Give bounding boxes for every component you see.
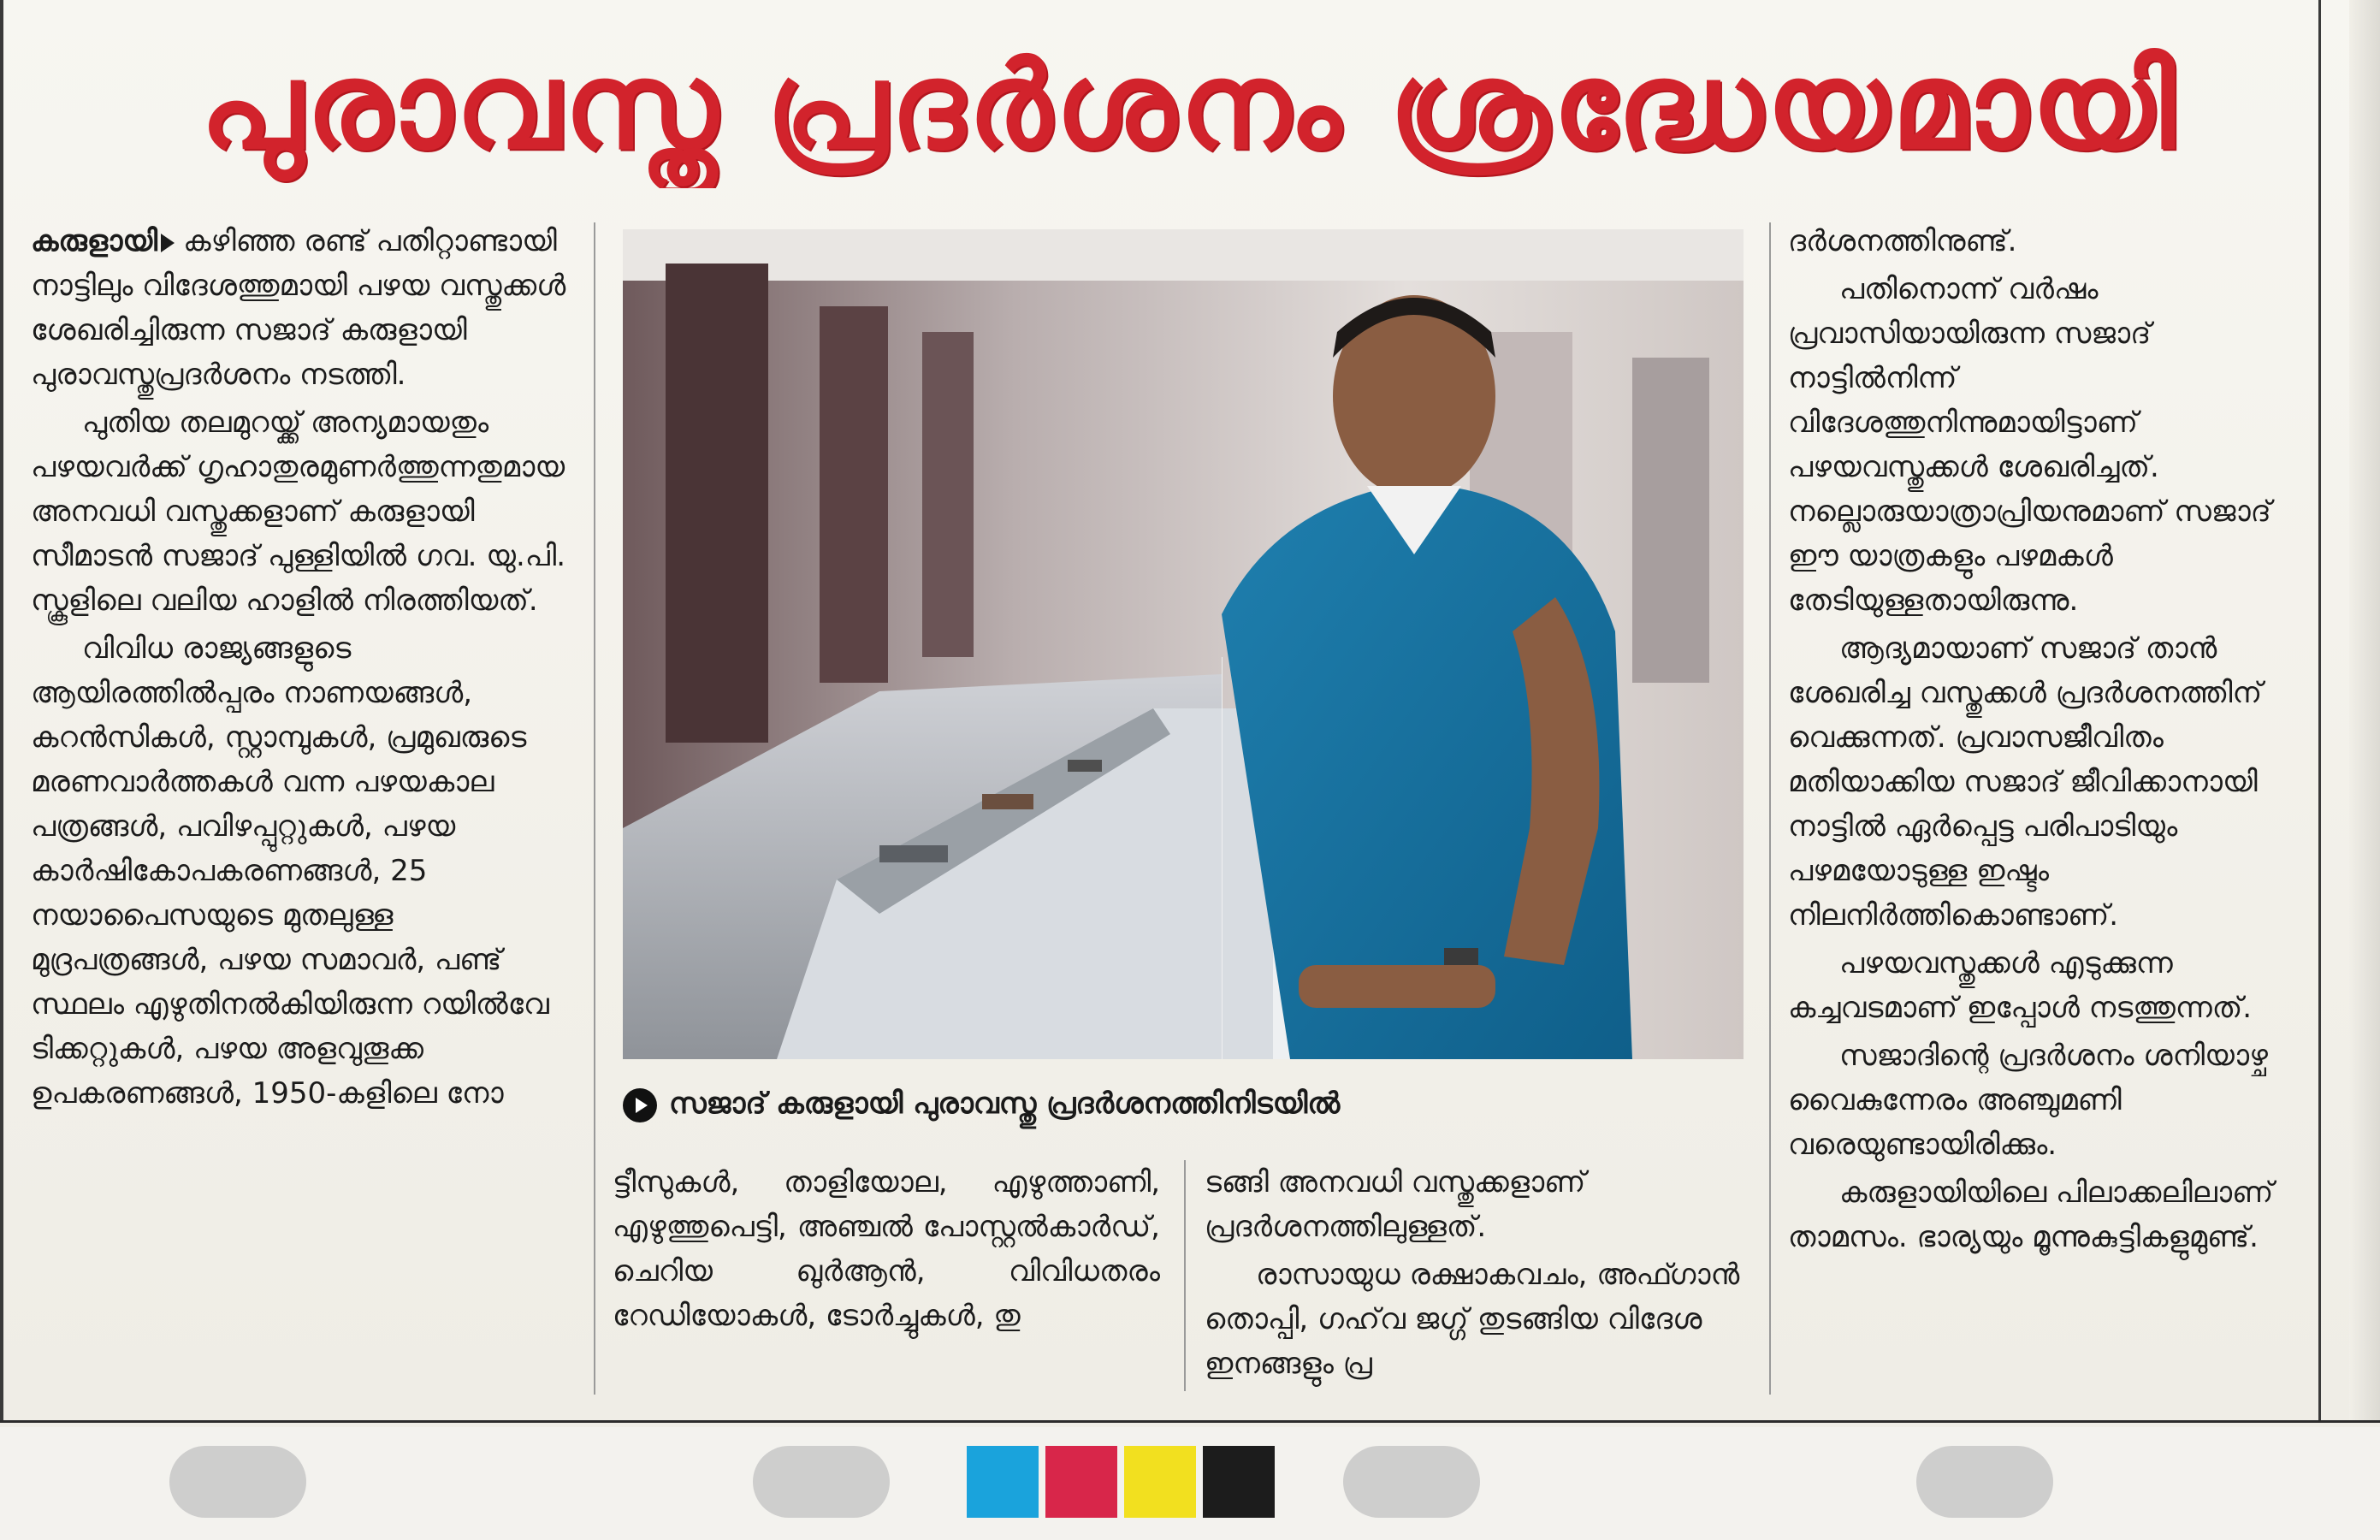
photo-caption	[623, 1080, 1744, 1128]
registration-mark-1	[169, 1446, 306, 1518]
right-paragraph-2: പതിനൊന്ന് വർഷം പ്രവാസിയായിരുന്ന സജാദ് നാട്ടിൽനിന്ന് വിദേശത്തുനിന്നുമായിട്ടാണ് പഴയവസ്തുക്കൾ ശേഖരിച്ചത്. നല്ലൊരുയാത്രാപ്രിയനുമാണ് സജാദ് ഈ യാത്രകളും പഴമകൾ തേടിയുള്ളതായിരുന്നു.	[1788, 272, 2271, 618]
right-column	[1788, 219, 2301, 1400]
column-rule-left	[594, 222, 595, 1395]
paragraph-1	[31, 219, 578, 397]
bottom-page-rule	[0, 1420, 2380, 1423]
paragraph-1-text: കഴിഞ്ഞ രണ്ട് പതിറ്റാണ്ടായി നാട്ടിലും വിദേശത്തുമായി പഴയ വസ്തുക്കൾ ശേഖരിച്ചിരുന്ന സജാദ് കരുളായി പുരാവസ്തുപ്രദർശനം നടത്തി.	[31, 224, 566, 392]
registration-mark-4	[1916, 1446, 2053, 1518]
registration-mark-2	[753, 1446, 890, 1518]
middle-left-paragraph: ട്ടീസുകൾ, താളിയോല, എഴുത്താണി, എഴുത്തുപെട്ടി, അഞ്ചൽ പോസ്റ്റൽകാർഡ്, ചെറിയ ഖുർആൻ, വിവിധതരം റേഡിയോകൾ, ടോർച്ചുകൾ, തു	[613, 1165, 1160, 1333]
right-paragraph-5: സജാദിന്റെ പ്രദർശനം ശനിയാഴ്ച വൈകുന്നേരം അഞ്ചുമണി വരെയുണ്ടായിരിക്കും.	[1788, 1039, 2268, 1162]
dateline-arrow-icon	[161, 234, 175, 252]
left-page-rule	[0, 0, 3, 1420]
right-paragraph-6: കരുളായിയിലെ പിലാക്കലിലാണ് താമസം. ഭാര്യയും മൂന്നുകുട്ടികളുമുണ്ട്.	[1788, 1176, 2274, 1254]
caption-play-icon	[623, 1088, 657, 1122]
right-paragraph-4: പഴയവസ്തുക്കൾ എടുക്കുന്ന കച്ചവടമാണ് ഇപ്പോൾ നടത്തുന്നത്.	[1788, 946, 2253, 1025]
middle-right-column	[1205, 1160, 1752, 1400]
headline: പുരാവസ്തു പ്രദർശനം ശ്രദ്ധേയമായി	[199, 37, 2179, 176]
dateline: കരുളായി	[31, 224, 158, 258]
color-swatch-magenta	[1045, 1446, 1117, 1518]
column-rule-right	[1769, 222, 1771, 1395]
paragraph-3: വിവിധ രാജ്യങ്ങളുടെ ആയിരത്തിൽപ്പരം നാണയങ്ങൾ, കറൻസികൾ, സ്റ്റാമ്പുകൾ, പ്രമുഖരുടെ മരണവാർത്തകൾ വന്ന പഴയകാല പത്രങ്ങൾ, പവിഴപ്പുറ്റുകൾ, പഴയ കാർഷികോപകരണങ്ങൾ, 25 നയാപൈസയുടെ മുതലുള്ള മുദ്രപത്രങ്ങൾ, പഴയ സമാവർ, പണ്ട് സ്ഥലം എഴുതിനൽകിയിരുന്ന റയിൽവേ ടിക്കറ്റുകൾ, പഴയ അളവുതൂക്ക ഉപകരണങ്ങൾ, 1950-കളിലെ നോ	[31, 631, 549, 1111]
color-swatch-black	[1203, 1446, 1275, 1518]
column-rule-middle	[1184, 1160, 1186, 1391]
adjacent-page-edge	[2349, 0, 2380, 1420]
middle-right-paragraph-1: ടങ്ങി അനവധി വസ്തുക്കളാണ് പ്രദർശനത്തിലുള്ളത്.	[1205, 1165, 1586, 1244]
paragraph-2: പുതിയ തലമുറയ്ക്ക് അന്യമായതും പഴയവർക്ക് ഗൃഹാതുരമുണർത്തുന്നതുമായ അനവധി വസ്തുക്കളാണ് കരുളായി സീമാടൻ സജാദ് പുള്ളിയിൽ ഗവ. യു.പി. സ്കൂളിലെ വലിയ ഹാളിൽ നിരത്തിയത്.	[31, 406, 566, 618]
right-paragraph-1: ദർശനത്തിനുണ്ട്.	[1788, 224, 2017, 258]
middle-right-paragraph-2: രാസായുധ രക്ഷാകവചം, അഫ്ഗാൻ തൊപ്പി, ഗഹ്‌വ ജഗ്ഗ് തുടങ്ങിയ വിദേശ ഇനങ്ങളും പ്ര	[1205, 1258, 1740, 1381]
color-swatch-cyan	[967, 1446, 1039, 1518]
left-column	[31, 219, 578, 1391]
right-page-rule	[2318, 0, 2321, 1420]
exhibition-photo	[623, 229, 1744, 1059]
middle-left-column	[613, 1160, 1160, 1400]
color-swatch-yellow	[1124, 1446, 1196, 1518]
photo-caption-text: സജാദ് കരുളായി പുരാവസ്തു പ്രദർശനത്തിനിടയിൽ	[669, 1087, 1341, 1121]
registration-mark-3	[1343, 1446, 1480, 1518]
right-paragraph-3: ആദ്യമായാണ് സജാദ് താൻ ശേഖരിച്ച വസ്തുക്കൾ പ്രദർശനത്തിന് വെക്കുന്നത്. പ്രവാസജീവിതം മതിയാക്കിയ സജാദ് ജീവിക്കാനായി നാട്ടിൽ ഏർപ്പെട്ട പരിപാടിയും പഴമയോടുള്ള ഇഷ്ടം നിലനിർത്തികൊണ്ടാണ്.	[1788, 631, 2263, 933]
exhibition-photo-graphic	[623, 229, 1744, 1059]
